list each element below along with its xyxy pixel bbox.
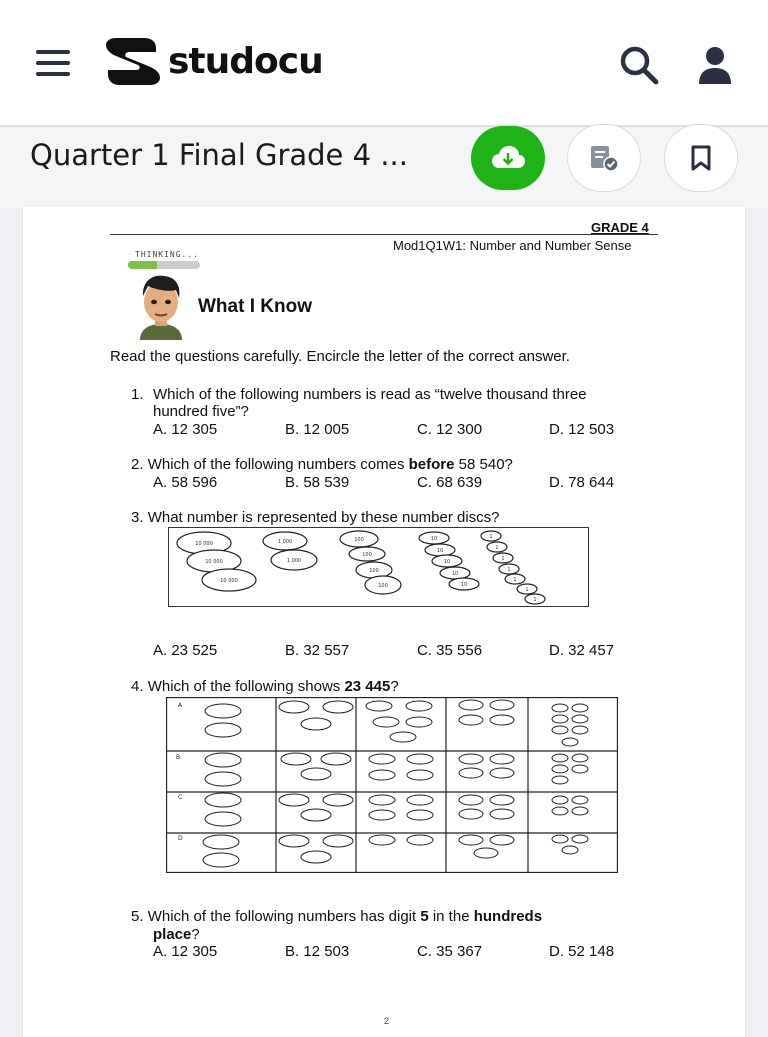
question-5-bold-place: hundreds	[473, 908, 543, 925]
q1-option-c: C. 12 300	[417, 421, 483, 438]
svg-text:10 000: 10 000	[195, 541, 213, 547]
svg-text:1: 1	[533, 597, 537, 603]
question-4	[131, 678, 399, 696]
top-bar	[0, 0, 768, 127]
svg-text:10: 10	[460, 582, 468, 588]
question-3-text: What number is represented by these number discs?	[147, 509, 500, 526]
download-button[interactable]	[471, 126, 545, 190]
question-5	[131, 908, 542, 926]
document-check-icon	[587, 143, 621, 173]
instructions: Read the questions carefully. Encircle the letter of the correct answer.	[110, 348, 570, 365]
ai-notes-button[interactable]	[567, 124, 641, 192]
q2-option-a: A. 58 596	[153, 474, 218, 491]
q5-option-a: A. 12 305	[153, 943, 218, 960]
svg-text:10: 10	[451, 571, 459, 577]
svg-text:100: 100	[362, 552, 372, 558]
number-discs-table-image	[166, 697, 618, 873]
table-row-label-d: D	[178, 835, 183, 842]
user-icon[interactable]	[694, 44, 736, 86]
table-row-label-b: B	[176, 754, 181, 761]
svg-text:1: 1	[513, 577, 517, 583]
module-label: Mod1Q1W1: Number and Number Sense	[393, 238, 632, 253]
question-5-cont	[153, 926, 200, 944]
question-4-bold: 23 445	[344, 678, 391, 695]
q3-option-a: A. 23 525	[153, 642, 218, 659]
grade-label: GRADE 4	[591, 220, 649, 235]
studocu-logo-icon	[104, 36, 162, 86]
question-3-number: 3.	[131, 509, 144, 526]
svg-text:1: 1	[489, 534, 493, 540]
question-2-text-end: 58 540?	[454, 456, 513, 473]
question-3	[131, 509, 500, 527]
section-heading: What I Know	[198, 296, 312, 317]
question-5-text: Which of the following numbers has digit	[147, 908, 421, 925]
bookmark-button[interactable]	[664, 124, 738, 192]
svg-text:1 000: 1 000	[277, 539, 293, 545]
question-1-text: Which of the following numbers is read as “twelve thousand three	[153, 386, 587, 403]
svg-text:10 000: 10 000	[220, 578, 238, 584]
page-number: 2	[384, 1016, 390, 1026]
header-rule	[110, 234, 658, 235]
svg-text:1 000: 1 000	[286, 558, 302, 564]
question-5-bold-digit: 5	[420, 908, 429, 925]
q5-option-b: B. 12 503	[285, 943, 350, 960]
svg-text:10: 10	[436, 548, 444, 554]
svg-text:10 000: 10 000	[205, 559, 223, 565]
question-2	[131, 456, 513, 474]
student-avatar-icon	[136, 272, 186, 340]
question-1-number: 1.	[131, 386, 144, 403]
bookmark-icon	[689, 144, 713, 172]
question-5-bold-place-cont: place	[153, 926, 192, 943]
question-2-text: Which of the following numbers comes	[147, 456, 409, 473]
thinking-label: THINKING...	[135, 250, 199, 259]
table-row-label-a: A	[178, 702, 183, 709]
q3-option-d: D. 32 457	[549, 642, 615, 659]
svg-text:100: 100	[354, 537, 364, 543]
q2-option-b: B. 58 539	[285, 474, 350, 491]
question-5-text-end: ?	[191, 926, 200, 943]
table-row-label-c: C	[178, 794, 183, 801]
q3-option-b: B. 32 557	[285, 642, 350, 659]
q2-option-d: D. 78 644	[549, 474, 615, 491]
svg-text:1: 1	[507, 567, 511, 573]
search-icon[interactable]	[618, 44, 660, 86]
svg-text:1: 1	[525, 587, 529, 593]
question-4-number: 4.	[131, 678, 144, 695]
question-4-text: Which of the following shows	[147, 678, 345, 695]
q3-option-c: C. 35 556	[417, 642, 483, 659]
number-discs-image	[169, 528, 590, 608]
question-1-text-cont: hundred five”?	[153, 403, 249, 420]
hamburger-menu-icon[interactable]	[36, 50, 70, 76]
q5-option-c: C. 35 367	[417, 943, 483, 960]
q2-option-c: C. 68 639	[417, 474, 483, 491]
question-5-text-mid: in the	[428, 908, 474, 925]
question-2-bold: before	[408, 456, 455, 473]
q1-option-b: B. 12 005	[285, 421, 350, 438]
svg-text:100: 100	[369, 568, 379, 574]
brand-name: studocu	[168, 40, 323, 82]
svg-text:1: 1	[495, 545, 499, 551]
question-5-number: 5.	[131, 908, 144, 925]
svg-text:100: 100	[378, 583, 388, 589]
q5-option-d: D. 52 148	[549, 943, 615, 960]
cloud-download-icon	[490, 144, 526, 172]
q1-option-d: D. 12 503	[549, 421, 615, 438]
studocu-logo[interactable]	[104, 36, 323, 86]
question-4-text-end: ?	[390, 678, 399, 695]
number-discs-figure	[168, 527, 589, 607]
number-discs-table	[166, 697, 618, 873]
svg-text:1: 1	[501, 556, 505, 562]
question-2-number: 2.	[131, 456, 144, 473]
thinking-progress-bar	[128, 261, 200, 269]
svg-text:10: 10	[443, 559, 451, 565]
q1-option-a: A. 12 305	[153, 421, 218, 438]
svg-text:10: 10	[430, 536, 438, 542]
document-title[interactable]: Quarter 1 Final Grade 4 ...	[30, 138, 408, 172]
